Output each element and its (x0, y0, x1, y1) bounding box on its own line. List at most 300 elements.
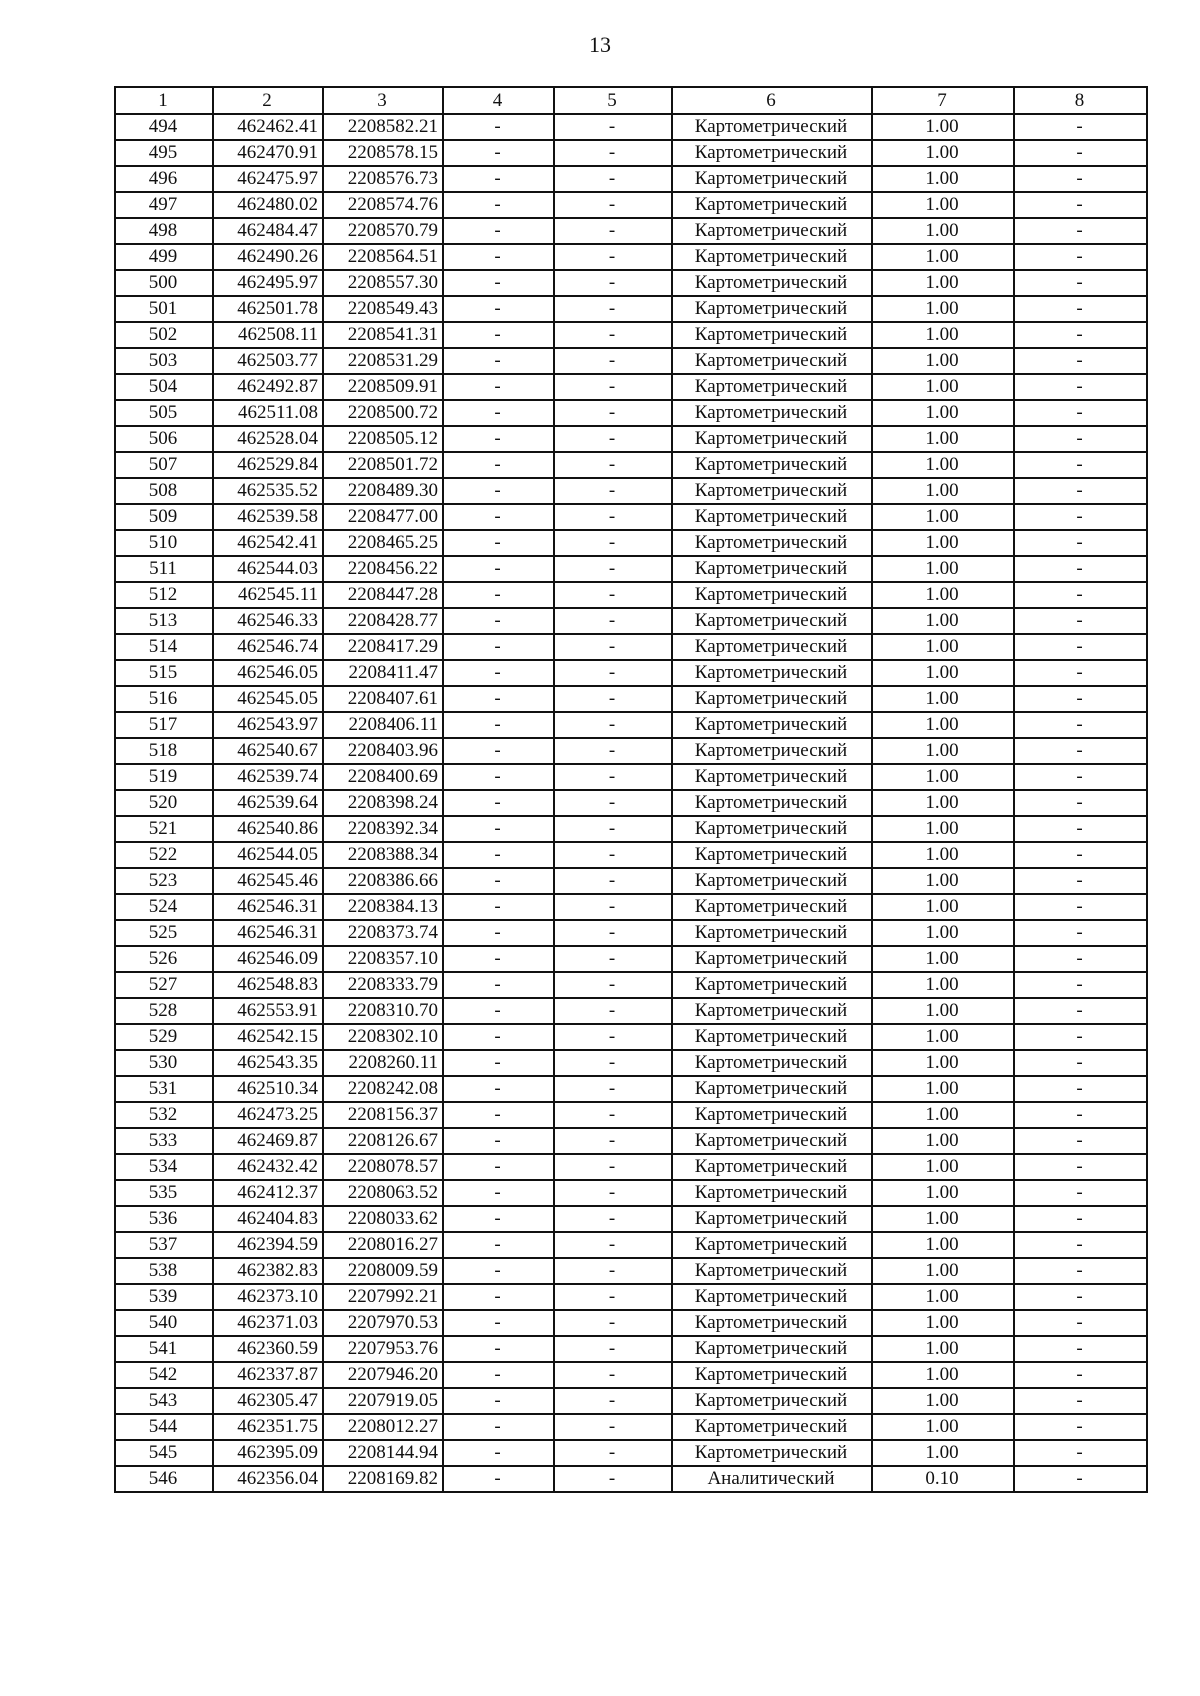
x-coordinate-cell: 462540.67 (213, 738, 323, 764)
column-4-value-cell: - (443, 218, 554, 244)
column-4-value-cell: - (443, 1128, 554, 1154)
y-coordinate-cell: 2208398.24 (323, 790, 443, 816)
column-5-value-cell: - (554, 270, 672, 296)
y-coordinate-cell: 2208509.91 (323, 374, 443, 400)
column-5-value-cell: - (554, 608, 672, 634)
method-cell: Картометрический (672, 1102, 872, 1128)
column-5-value-cell: - (554, 1310, 672, 1336)
y-coordinate-cell: 2208063.52 (323, 1180, 443, 1206)
method-cell: Картометрический (672, 166, 872, 192)
column-5-value-cell: - (554, 790, 672, 816)
y-coordinate-cell: 2208549.43 (323, 296, 443, 322)
table-row (115, 114, 1147, 140)
column-4-value-cell: - (443, 764, 554, 790)
page-number: 13 (589, 32, 611, 57)
column-5-value-cell: - (554, 842, 672, 868)
table-row (115, 764, 1147, 790)
column-4-value-cell: - (443, 244, 554, 270)
column-8-value-cell: - (1014, 192, 1147, 218)
column-8-value-cell: - (1014, 504, 1147, 530)
point-number-cell: 499 (115, 244, 213, 270)
method-cell: Картометрический (672, 374, 872, 400)
column-4-value-cell: - (443, 1336, 554, 1362)
x-coordinate-cell: 462545.11 (213, 582, 323, 608)
column-4-value-cell: - (443, 374, 554, 400)
column-5-value-cell: - (554, 1128, 672, 1154)
accuracy-cell: 1.00 (872, 1128, 1014, 1154)
table-row (115, 738, 1147, 764)
column-5-value-cell: - (554, 1024, 672, 1050)
column-8-value-cell: - (1014, 1310, 1147, 1336)
point-number-cell: 541 (115, 1336, 213, 1362)
point-number-cell: 534 (115, 1154, 213, 1180)
x-coordinate-cell: 462501.78 (213, 296, 323, 322)
x-coordinate-cell: 462542.15 (213, 1024, 323, 1050)
column-4-value-cell: - (443, 1362, 554, 1388)
table-row (115, 608, 1147, 634)
method-cell: Картометрический (672, 998, 872, 1024)
method-cell: Картометрический (672, 894, 872, 920)
x-coordinate-cell: 462473.25 (213, 1102, 323, 1128)
column-4-value-cell: - (443, 140, 554, 166)
x-coordinate-cell: 462495.97 (213, 270, 323, 296)
column-5-value-cell: - (554, 634, 672, 660)
column-4-value-cell: - (443, 1206, 554, 1232)
point-number-cell: 529 (115, 1024, 213, 1050)
column-8-value-cell: - (1014, 1128, 1147, 1154)
table-row (115, 1336, 1147, 1362)
table-row (115, 1050, 1147, 1076)
accuracy-cell: 1.00 (872, 608, 1014, 634)
x-coordinate-cell: 462492.87 (213, 374, 323, 400)
column-4-value-cell: - (443, 504, 554, 530)
method-cell: Картометрический (672, 348, 872, 374)
method-cell: Картометрический (672, 1258, 872, 1284)
column-4-value-cell: - (443, 452, 554, 478)
y-coordinate-cell: 2208447.28 (323, 582, 443, 608)
accuracy-cell: 1.00 (872, 244, 1014, 270)
x-coordinate-cell: 462412.37 (213, 1180, 323, 1206)
accuracy-cell: 1.00 (872, 1362, 1014, 1388)
column-5-value-cell: - (554, 114, 672, 140)
y-coordinate-cell: 2208417.29 (323, 634, 443, 660)
y-coordinate-cell: 2208403.96 (323, 738, 443, 764)
y-coordinate-cell: 2208456.22 (323, 556, 443, 582)
accuracy-cell: 1.00 (872, 1206, 1014, 1232)
column-8-value-cell: - (1014, 1440, 1147, 1466)
method-cell: Картометрический (672, 504, 872, 530)
method-cell: Картометрический (672, 1206, 872, 1232)
column-header: 3 (323, 87, 443, 114)
y-coordinate-cell: 2208156.37 (323, 1102, 443, 1128)
method-cell: Картометрический (672, 1128, 872, 1154)
table-row (115, 1128, 1147, 1154)
table-row (115, 400, 1147, 426)
x-coordinate-cell: 462371.03 (213, 1310, 323, 1336)
y-coordinate-cell: 2208357.10 (323, 946, 443, 972)
method-cell: Картометрический (672, 842, 872, 868)
point-number-cell: 546 (115, 1466, 213, 1492)
column-4-value-cell: - (443, 1284, 554, 1310)
header-row (115, 87, 1147, 114)
table-row (115, 712, 1147, 738)
column-5-value-cell: - (554, 452, 672, 478)
point-number-cell: 503 (115, 348, 213, 374)
accuracy-cell: 1.00 (872, 946, 1014, 972)
point-number-cell: 495 (115, 140, 213, 166)
point-number-cell: 506 (115, 426, 213, 452)
x-coordinate-cell: 462462.41 (213, 114, 323, 140)
accuracy-cell: 1.00 (872, 1024, 1014, 1050)
table-row (115, 348, 1147, 374)
accuracy-cell: 1.00 (872, 1440, 1014, 1466)
column-5-value-cell: - (554, 1232, 672, 1258)
table-row (115, 582, 1147, 608)
point-number-cell: 504 (115, 374, 213, 400)
accuracy-cell: 1.00 (872, 1388, 1014, 1414)
column-4-value-cell: - (443, 660, 554, 686)
accuracy-cell: 1.00 (872, 192, 1014, 218)
method-cell: Картометрический (672, 1284, 872, 1310)
column-5-value-cell: - (554, 868, 672, 894)
x-coordinate-cell: 462546.31 (213, 920, 323, 946)
column-8-value-cell: - (1014, 764, 1147, 790)
column-5-value-cell: - (554, 1388, 672, 1414)
column-5-value-cell: - (554, 1414, 672, 1440)
method-cell: Картометрический (672, 868, 872, 894)
point-number-cell: 544 (115, 1414, 213, 1440)
table-row (115, 504, 1147, 530)
column-header: 7 (872, 87, 1014, 114)
table-row (115, 1362, 1147, 1388)
column-4-value-cell: - (443, 348, 554, 374)
x-coordinate-cell: 462484.47 (213, 218, 323, 244)
column-8-value-cell: - (1014, 556, 1147, 582)
column-8-value-cell: - (1014, 1154, 1147, 1180)
column-4-value-cell: - (443, 686, 554, 712)
y-coordinate-cell: 2208310.70 (323, 998, 443, 1024)
accuracy-cell: 1.00 (872, 660, 1014, 686)
x-coordinate-cell: 462360.59 (213, 1336, 323, 1362)
column-5-value-cell: - (554, 764, 672, 790)
table-row (115, 1466, 1147, 1492)
column-4-value-cell: - (443, 1102, 554, 1128)
column-5-value-cell: - (554, 504, 672, 530)
point-number-cell: 523 (115, 868, 213, 894)
x-coordinate-cell: 462544.03 (213, 556, 323, 582)
column-8-value-cell: - (1014, 1076, 1147, 1102)
accuracy-cell: 1.00 (872, 1050, 1014, 1076)
point-number-cell: 510 (115, 530, 213, 556)
method-cell: Картометрический (672, 946, 872, 972)
column-4-value-cell: - (443, 400, 554, 426)
column-5-value-cell: - (554, 738, 672, 764)
column-8-value-cell: - (1014, 946, 1147, 972)
accuracy-cell: 1.00 (872, 738, 1014, 764)
column-4-value-cell: - (443, 1050, 554, 1076)
x-coordinate-cell: 462548.83 (213, 972, 323, 998)
column-8-value-cell: - (1014, 322, 1147, 348)
accuracy-cell: 1.00 (872, 452, 1014, 478)
accuracy-cell: 1.00 (872, 920, 1014, 946)
column-8-value-cell: - (1014, 452, 1147, 478)
column-4-value-cell: - (443, 1414, 554, 1440)
point-number-cell: 508 (115, 478, 213, 504)
accuracy-cell: 1.00 (872, 868, 1014, 894)
y-coordinate-cell: 2208169.82 (323, 1466, 443, 1492)
column-5-value-cell: - (554, 1440, 672, 1466)
x-coordinate-cell: 462529.84 (213, 452, 323, 478)
column-header: 6 (672, 87, 872, 114)
column-8-value-cell: - (1014, 712, 1147, 738)
column-5-value-cell: - (554, 998, 672, 1024)
point-number-cell: 515 (115, 660, 213, 686)
column-4-value-cell: - (443, 1388, 554, 1414)
column-8-value-cell: - (1014, 1206, 1147, 1232)
column-4-value-cell: - (443, 1154, 554, 1180)
x-coordinate-cell: 462351.75 (213, 1414, 323, 1440)
column-8-value-cell: - (1014, 1336, 1147, 1362)
column-8-value-cell: - (1014, 426, 1147, 452)
table-row (115, 296, 1147, 322)
method-cell: Картометрический (672, 816, 872, 842)
accuracy-cell: 1.00 (872, 140, 1014, 166)
table-row (115, 244, 1147, 270)
table-row (115, 998, 1147, 1024)
column-8-value-cell: - (1014, 998, 1147, 1024)
table-row (115, 1206, 1147, 1232)
method-cell: Картометрический (672, 660, 872, 686)
method-cell: Картометрический (672, 1232, 872, 1258)
method-cell: Картометрический (672, 556, 872, 582)
column-5-value-cell: - (554, 946, 672, 972)
point-number-cell: 540 (115, 1310, 213, 1336)
table-row (115, 1284, 1147, 1310)
x-coordinate-cell: 462305.47 (213, 1388, 323, 1414)
column-8-value-cell: - (1014, 816, 1147, 842)
column-8-value-cell: - (1014, 634, 1147, 660)
x-coordinate-cell: 462528.04 (213, 426, 323, 452)
column-4-value-cell: - (443, 1258, 554, 1284)
accuracy-cell: 1.00 (872, 1336, 1014, 1362)
column-8-value-cell: - (1014, 270, 1147, 296)
y-coordinate-cell: 2207953.76 (323, 1336, 443, 1362)
method-cell: Картометрический (672, 1050, 872, 1076)
y-coordinate-cell: 2208406.11 (323, 712, 443, 738)
point-number-cell: 533 (115, 1128, 213, 1154)
point-number-cell: 539 (115, 1284, 213, 1310)
y-coordinate-cell: 2208489.30 (323, 478, 443, 504)
table-row (115, 218, 1147, 244)
column-8-value-cell: - (1014, 608, 1147, 634)
method-cell: Картометрический (672, 634, 872, 660)
point-number-cell: 536 (115, 1206, 213, 1232)
point-number-cell: 524 (115, 894, 213, 920)
x-coordinate-cell: 462553.91 (213, 998, 323, 1024)
point-number-cell: 514 (115, 634, 213, 660)
column-8-value-cell: - (1014, 1466, 1147, 1492)
y-coordinate-cell: 2208260.11 (323, 1050, 443, 1076)
x-coordinate-cell: 462404.83 (213, 1206, 323, 1232)
point-number-cell: 498 (115, 218, 213, 244)
column-5-value-cell: - (554, 192, 672, 218)
point-number-cell: 537 (115, 1232, 213, 1258)
method-cell: Картометрический (672, 712, 872, 738)
column-4-value-cell: - (443, 894, 554, 920)
x-coordinate-cell: 462543.35 (213, 1050, 323, 1076)
accuracy-cell: 1.00 (872, 634, 1014, 660)
accuracy-cell: 1.00 (872, 166, 1014, 192)
accuracy-cell: 1.00 (872, 348, 1014, 374)
column-4-value-cell: - (443, 556, 554, 582)
x-coordinate-cell: 462535.52 (213, 478, 323, 504)
y-coordinate-cell: 2208302.10 (323, 1024, 443, 1050)
column-5-value-cell: - (554, 478, 672, 504)
point-number-cell: 520 (115, 790, 213, 816)
y-coordinate-cell: 2208400.69 (323, 764, 443, 790)
column-8-value-cell: - (1014, 348, 1147, 374)
point-number-cell: 519 (115, 764, 213, 790)
y-coordinate-cell: 2208477.00 (323, 504, 443, 530)
column-8-value-cell: - (1014, 1232, 1147, 1258)
method-cell: Картометрический (672, 738, 872, 764)
x-coordinate-cell: 462432.42 (213, 1154, 323, 1180)
accuracy-cell: 1.00 (872, 1076, 1014, 1102)
column-8-value-cell: - (1014, 1258, 1147, 1284)
accuracy-cell: 1.00 (872, 400, 1014, 426)
point-number-cell: 517 (115, 712, 213, 738)
table-row (115, 556, 1147, 582)
column-8-value-cell: - (1014, 1024, 1147, 1050)
x-coordinate-cell: 462545.46 (213, 868, 323, 894)
table-row (115, 374, 1147, 400)
table-body (115, 114, 1147, 1492)
table-row (115, 660, 1147, 686)
column-4-value-cell: - (443, 972, 554, 998)
method-cell: Картометрический (672, 452, 872, 478)
column-4-value-cell: - (443, 608, 554, 634)
x-coordinate-cell: 462508.11 (213, 322, 323, 348)
point-number-cell: 530 (115, 1050, 213, 1076)
column-8-value-cell: - (1014, 738, 1147, 764)
accuracy-cell: 1.00 (872, 556, 1014, 582)
table-row (115, 1258, 1147, 1284)
method-cell: Картометрический (672, 1154, 872, 1180)
method-cell: Картометрический (672, 1024, 872, 1050)
accuracy-cell: 1.00 (872, 426, 1014, 452)
column-4-value-cell: - (443, 1024, 554, 1050)
column-8-value-cell: - (1014, 1388, 1147, 1414)
table-row (115, 1310, 1147, 1336)
accuracy-cell: 0.10 (872, 1466, 1014, 1492)
column-4-value-cell: - (443, 114, 554, 140)
y-coordinate-cell: 2208009.59 (323, 1258, 443, 1284)
column-header: 2 (213, 87, 323, 114)
accuracy-cell: 1.00 (872, 582, 1014, 608)
method-cell: Картометрический (672, 686, 872, 712)
x-coordinate-cell: 462480.02 (213, 192, 323, 218)
table-row (115, 530, 1147, 556)
method-cell: Картометрический (672, 764, 872, 790)
x-coordinate-cell: 462546.74 (213, 634, 323, 660)
x-coordinate-cell: 462545.05 (213, 686, 323, 712)
method-cell: Картометрический (672, 920, 872, 946)
column-5-value-cell: - (554, 244, 672, 270)
table-row (115, 270, 1147, 296)
accuracy-cell: 1.00 (872, 270, 1014, 296)
column-5-value-cell: - (554, 1154, 672, 1180)
accuracy-cell: 1.00 (872, 1154, 1014, 1180)
column-5-value-cell: - (554, 348, 672, 374)
column-5-value-cell: - (554, 556, 672, 582)
table-row (115, 1180, 1147, 1206)
column-4-value-cell: - (443, 1310, 554, 1336)
column-4-value-cell: - (443, 1232, 554, 1258)
method-cell: Аналитический (672, 1466, 872, 1492)
accuracy-cell: 1.00 (872, 1258, 1014, 1284)
column-5-value-cell: - (554, 686, 672, 712)
x-coordinate-cell: 462546.33 (213, 608, 323, 634)
column-5-value-cell: - (554, 660, 672, 686)
x-coordinate-cell: 462539.58 (213, 504, 323, 530)
column-8-value-cell: - (1014, 1362, 1147, 1388)
column-5-value-cell: - (554, 1336, 672, 1362)
column-4-value-cell: - (443, 1440, 554, 1466)
table-row (115, 166, 1147, 192)
point-number-cell: 531 (115, 1076, 213, 1102)
column-8-value-cell: - (1014, 374, 1147, 400)
column-4-value-cell: - (443, 1180, 554, 1206)
y-coordinate-cell: 2208570.79 (323, 218, 443, 244)
column-5-value-cell: - (554, 712, 672, 738)
y-coordinate-cell: 2208407.61 (323, 686, 443, 712)
y-coordinate-cell: 2208531.29 (323, 348, 443, 374)
point-number-cell: 497 (115, 192, 213, 218)
method-cell: Картометрический (672, 400, 872, 426)
column-5-value-cell: - (554, 1284, 672, 1310)
column-4-value-cell: - (443, 1466, 554, 1492)
point-number-cell: 535 (115, 1180, 213, 1206)
x-coordinate-cell: 462490.26 (213, 244, 323, 270)
x-coordinate-cell: 462356.04 (213, 1466, 323, 1492)
table-row (115, 1154, 1147, 1180)
y-coordinate-cell: 2208564.51 (323, 244, 443, 270)
column-8-value-cell: - (1014, 582, 1147, 608)
point-number-cell: 513 (115, 608, 213, 634)
column-4-value-cell: - (443, 868, 554, 894)
column-8-value-cell: - (1014, 166, 1147, 192)
column-4-value-cell: - (443, 530, 554, 556)
y-coordinate-cell: 2208126.67 (323, 1128, 443, 1154)
y-coordinate-cell: 2208500.72 (323, 400, 443, 426)
point-number-cell: 516 (115, 686, 213, 712)
coordinates-table (114, 86, 1148, 1493)
y-coordinate-cell: 2208333.79 (323, 972, 443, 998)
y-coordinate-cell: 2208144.94 (323, 1440, 443, 1466)
column-8-value-cell: - (1014, 530, 1147, 556)
accuracy-cell: 1.00 (872, 322, 1014, 348)
column-4-value-cell: - (443, 270, 554, 296)
x-coordinate-cell: 462546.09 (213, 946, 323, 972)
column-5-value-cell: - (554, 582, 672, 608)
point-number-cell: 507 (115, 452, 213, 478)
column-5-value-cell: - (554, 1258, 672, 1284)
accuracy-cell: 1.00 (872, 218, 1014, 244)
x-coordinate-cell: 462546.31 (213, 894, 323, 920)
x-coordinate-cell: 462395.09 (213, 1440, 323, 1466)
accuracy-cell: 1.00 (872, 842, 1014, 868)
table-row (115, 478, 1147, 504)
